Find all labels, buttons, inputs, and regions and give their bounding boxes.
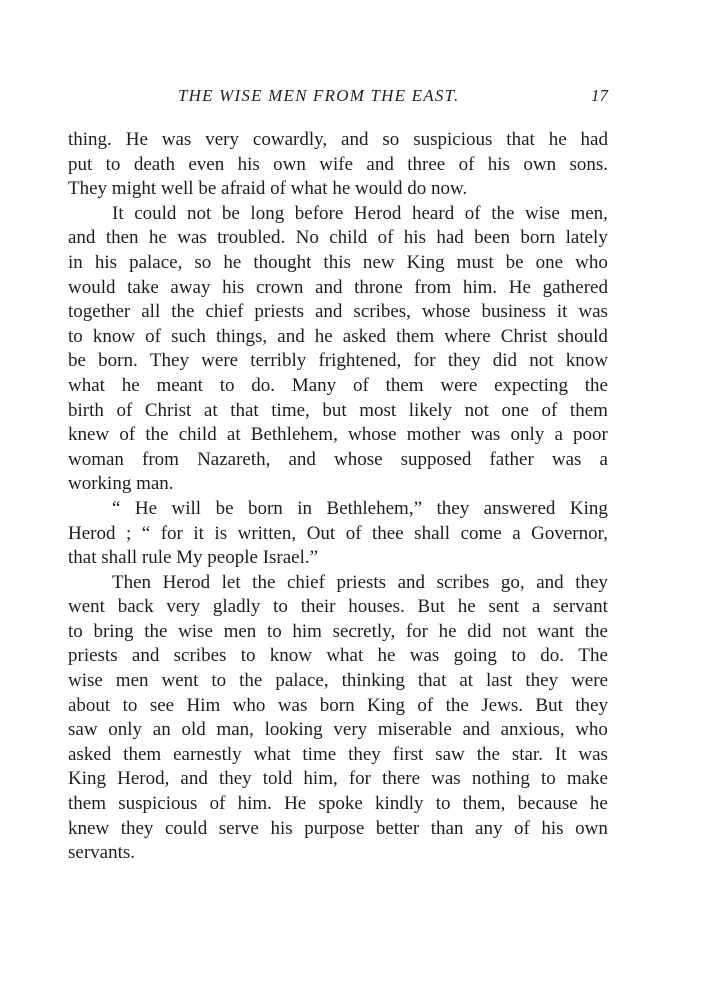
text-line: went back very gladly to their houses. But he sent a servant (68, 596, 608, 618)
text-line: Herod ; “ for it is written, Out of thee shall come a Governor, (68, 522, 608, 544)
text-line: thing. He was very cowardly, and so suspicious that he had (68, 129, 608, 150)
running-title: THE WISE MEN FROM THE EAST. (178, 86, 460, 105)
text-line: It could not be long before Herod heard of the wise men, (112, 202, 608, 224)
text-line: together all the chief priests and scribes, whose business it was (68, 301, 608, 323)
text-line: about to see Him who was born King of the Jews. But they (68, 694, 608, 716)
text-line: King Herod, and they told him, for there was nothing to make (68, 768, 608, 790)
text-line: They might well be afraid of what he would do now. (68, 178, 468, 200)
text-line: saw only an old man, looking very miserable and anxious, who (68, 719, 608, 741)
text-line: to bring the wise men to him secretly, for he did not want the (68, 620, 608, 642)
running-head (68, 86, 608, 110)
text-line: in his palace, so he thought this new King must be one who (68, 251, 608, 273)
text-line: woman from Nazareth, and whose supposed father was a (68, 448, 608, 470)
text-line: be born. They were terribly frightened, for they did not know (68, 350, 608, 372)
text-line: priests and scribes to know what he was going to do. The (68, 645, 608, 667)
text-line: knew of the child at Bethlehem, whose mother was only a poor (68, 424, 608, 446)
text-line: Then Herod let the chief priests and scribes go, and they (112, 571, 608, 593)
text-line: birth of Christ at that time, but most likely not one of them (68, 399, 608, 421)
text-line: working man. (68, 473, 174, 495)
text-line: and then he was troubled. No child of his had been born lately (68, 227, 608, 249)
text-line: knew they could serve his purpose better than any of his own (68, 817, 608, 839)
text-line: “ He will be born in Bethlehem,” they answered King (112, 497, 608, 519)
text-line: asked them earnestly what time they first saw the star. It was (68, 743, 608, 765)
text-line: that shall rule My people Israel.” (68, 547, 319, 569)
text-line: to know of such things, and he asked them where Christ should (68, 325, 608, 347)
text-line: wise men went to the palace, thinking that at last they were (68, 670, 608, 692)
body-text (68, 128, 608, 866)
page-number: 17 (591, 86, 608, 105)
text-line: them suspicious of him. He spoke kindly to them, because he (68, 793, 608, 815)
text-line: servants. (68, 842, 136, 864)
text-line: would take away his crown and throne from him. He gathered (68, 276, 608, 298)
text-line: what he meant to do. Many of them were expecting the (68, 374, 608, 396)
text-line: put to death even his own wife and three of his own sons. (68, 153, 608, 175)
